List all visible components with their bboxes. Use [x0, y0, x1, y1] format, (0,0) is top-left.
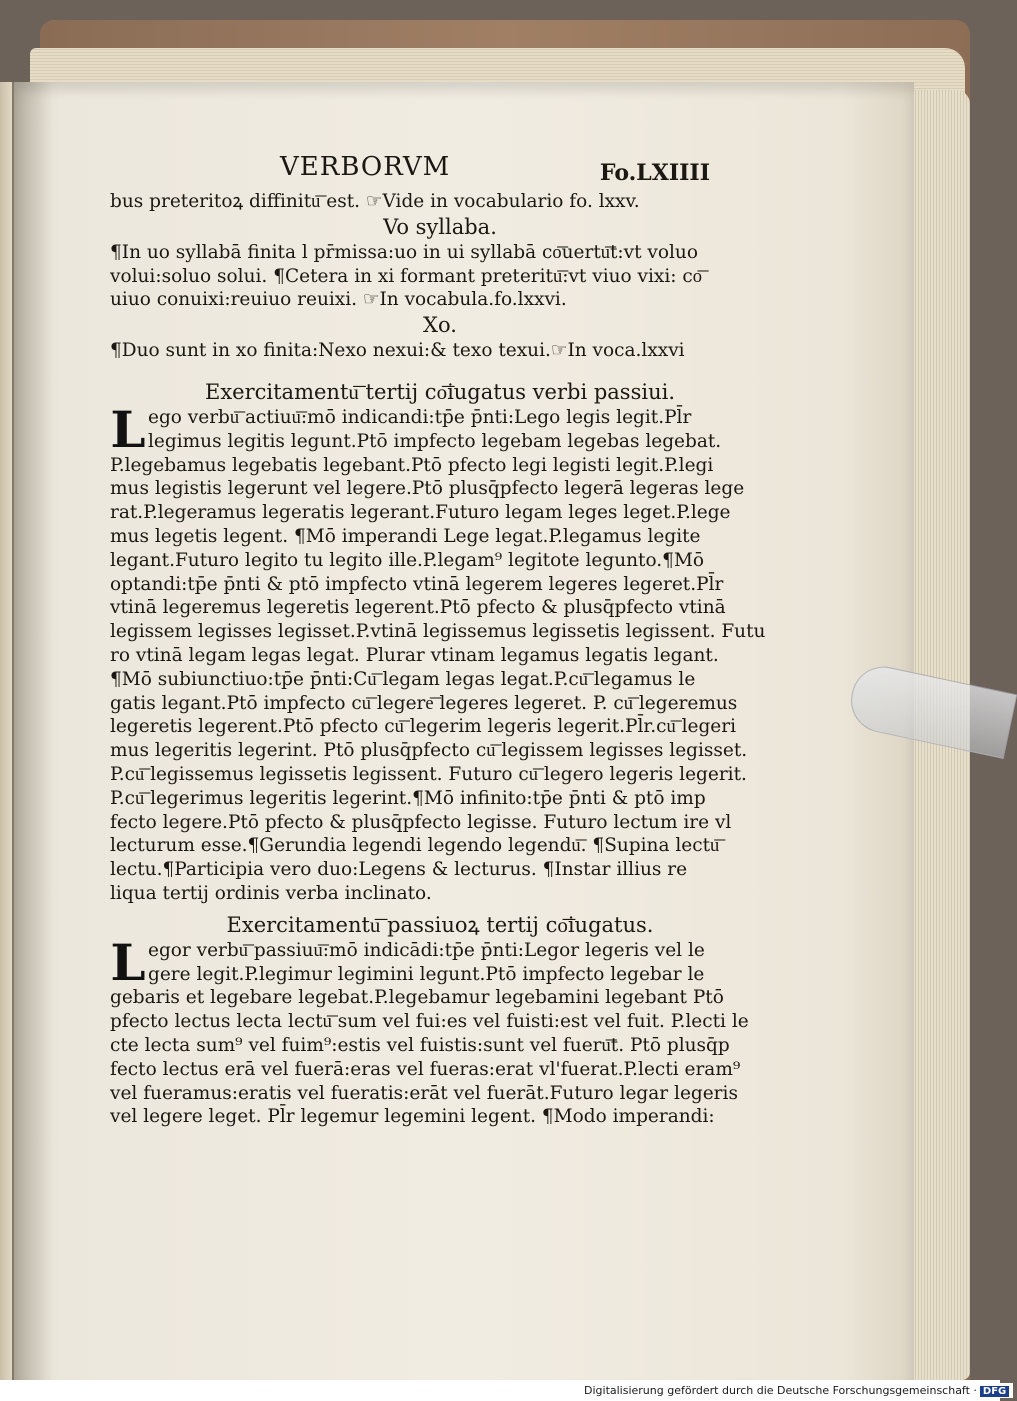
- text-line: mus legistis legerunt vel legere.Ptō plusq̄pfecto legerā legeras lege: [110, 478, 745, 500]
- exercise-paragraph: [110, 399, 770, 906]
- page-text: [110, 150, 770, 1129]
- text-line: legissem legisses legisset.P.vtinā legissemus legissetis legissent. Futu: [110, 621, 766, 643]
- text-line: mus legeritis legerint. Ptō plusq̄pfecto cu͞ legissem legisses legisset.: [110, 740, 748, 762]
- spine-shadow: [12, 82, 52, 1382]
- text-line: mus legetis legent. ¶Mō imperandi Lege legat.P.legamus legite: [110, 525, 701, 547]
- text-line: gere legit.P.legimur legimini legunt.Ptō impfecto legebar le: [148, 963, 705, 985]
- text-line: fecto lectus erā vel fuerā:eras vel fueras:erat vl'fuerat.P.lecti eram⁹: [110, 1058, 741, 1080]
- text-line: vel fueramus:eratis vel fueratis:erāt vel fuerāt.Futuro legar legeris: [110, 1082, 738, 1104]
- text-line: vtinā legeremus legeretis legerent.Ptō pfecto & plusq̄pfecto vtinā: [110, 597, 726, 619]
- text-line: ¶Mō subiunctiuo:tp̄e p̄nti:Cu͞ legam legas legat.P.cu͞ legamus le: [110, 668, 696, 690]
- text-line: P.legebamus legebatis legebant.Ptō pfecto legi legisti legit.P.legi: [110, 454, 714, 476]
- exercise-heading: Exercitamentu͞ tertij co͞iugatus verbi passiui.: [205, 379, 675, 404]
- text-line: ro vtinā legam legas legat. Plurar vtinam legamus legatis legant.: [110, 644, 719, 666]
- credit-text: Digitalisierung gefördert durch die Deutsche Forschungsgemeinschaft ·: [584, 1384, 977, 1397]
- text-line: lecturum esse.¶Gerundia legendi legendo legendu͞. ¶Supina lectu͞: [110, 835, 720, 857]
- text-line: legimus legitis legunt.Ptō impfecto legebam legebas legebat.: [148, 430, 722, 452]
- initial-letter: L: [110, 399, 146, 459]
- text-line: cte lecta sum⁹ vel fuim⁹:estis vel fuistis:sunt vel fueru͞t. Ptō plusq̄p: [110, 1034, 730, 1056]
- text-line: legeretis legerent.Ptō pfecto cu͞ legerim legeris legerit.Pl̄r.cu͞ legeri: [110, 716, 737, 738]
- text-line: gebaris et legebare legebat.P.legebamur legebamini legebant Ptō: [110, 987, 724, 1009]
- text-line: optandi:tp̄e p̄nti & ptō impfecto vtinā legerem legeres legeret.Pl̄r: [110, 573, 724, 595]
- section-heading: Xo.: [423, 313, 457, 338]
- digitization-credit: [580, 1383, 1013, 1398]
- text-line: P.cu͞ legissemus legissetis legissent. Futuro cu͞ legero legeris legerit.: [110, 763, 747, 785]
- text-line: fecto legere.Ptō pfecto & plusq̄pfecto legisse. Futuro lectum ire vl: [110, 811, 732, 833]
- initial-letter: L: [110, 932, 146, 992]
- running-head: [110, 150, 770, 190]
- text-line: lectu.¶Participia vero duo:Legens & lecturus. ¶Instar illius re: [110, 859, 688, 881]
- text-line: liqua tertij ordinis verba inclinato.: [110, 882, 432, 904]
- text-line: rat.P.legeramus legeratis legerant.Futuro legam leges leget.P.lege: [110, 502, 731, 524]
- text-line: gatis legant.Ptō impfecto cu͞ legere͞ legeres legeret. P. cu͞ legeremus: [110, 692, 738, 714]
- text-line: legant.Futuro legito tu legito ille.P.legam⁹ legitote legunto.¶Mō: [110, 549, 705, 571]
- text-line: vel legere leget. Pl̄r legemur legemini legent. ¶Modo imperandi:: [110, 1106, 715, 1128]
- text-line: ego verbu͞ actiuu͞:mō indicandi:tp̄e p̄nti:Lego legis legit.Pl̄r: [148, 406, 692, 428]
- text-line: ¶Duo sunt in xo finita:Nexo nexui:& texo texui.☞In voca.lxxvi: [110, 340, 685, 362]
- exercise-heading: Exercitamentu͞ passiuoꝝ tertij co͞iugatus.: [226, 912, 654, 937]
- text-line: ¶In uo syllabā finita l pr̄missa:uo in ui syllabā co͞uertu͞t:vt voluo: [110, 241, 698, 263]
- text-line: uiuo conuixi:reuiuo reuixi. ☞In vocabula.fo.lxxvi.: [110, 289, 567, 311]
- folio-number: Fo.LXIIII: [599, 160, 710, 186]
- text-line: egor verbu͞ passiuu͞:mō indicādi:tp̄e p̄nti:Legor legeris vel le: [148, 939, 705, 961]
- text-line: volui:soluo solui. ¶Cetera in xi formant preteritu͞:vt viuo vixi: co͞: [110, 265, 702, 287]
- running-title: VERBORVM: [280, 152, 451, 182]
- text-line: bus preteritoꝝ diffinitu͞ est. ☞Vide in vocabulario fo. lxxv.: [110, 191, 640, 212]
- text-line: pfecto lectus lecta lectu͞ sum vel fui:es vel fuisti:est vel fuit. P.lecti le: [110, 1011, 749, 1033]
- dfg-logo: DFG: [980, 1386, 1009, 1397]
- exercise-paragraph: [110, 932, 770, 1129]
- section-heading: Vo syllaba.: [383, 214, 497, 239]
- text-line: P.cu͞ legerimus legeritis legerint.¶Mō infinito:tp̄e p̄nti & ptō imp: [110, 787, 706, 809]
